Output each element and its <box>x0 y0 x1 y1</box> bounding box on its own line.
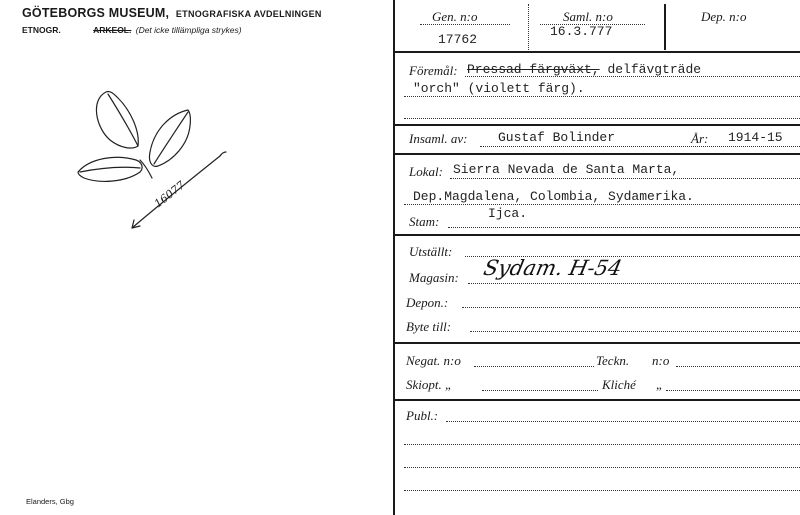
divider-negat <box>394 399 800 401</box>
department-name: ETNOGRAFISKA AVDELNINGEN <box>175 9 322 19</box>
foremal-dots-2 <box>404 96 800 97</box>
publ-label: Publ.: <box>406 408 439 423</box>
foremal-label: Föremål: <box>409 63 458 78</box>
negat-label: Negat. n:o <box>406 353 461 368</box>
foremal-rest: delfävgträde <box>607 62 702 77</box>
lokal-label: Lokal: <box>409 164 443 179</box>
leaf-sketch <box>70 80 240 240</box>
lokal-dots-1 <box>450 178 800 179</box>
divider-header <box>394 51 800 53</box>
publ-dots-2 <box>404 444 800 445</box>
teckn-no-label: n:o <box>652 353 670 368</box>
museum-name: GÖTEBORGS MUSEUM, <box>22 6 170 20</box>
gen-label: Gen. n:o <box>432 9 478 24</box>
magasin-dots <box>468 283 800 284</box>
header-divider-1 <box>528 4 530 50</box>
publ-dots-3 <box>404 467 800 468</box>
stam-dots <box>448 227 800 228</box>
dep-label: Dep. n:o <box>701 9 747 24</box>
magasin-value: Sydam. H-54 <box>481 256 625 280</box>
lokal-dots-2 <box>404 204 800 205</box>
category-etnogr: ETNOGR. <box>22 25 61 35</box>
header-divider-2 <box>664 4 666 50</box>
byte-label: Byte till: <box>406 319 452 334</box>
divider-foremal <box>394 124 800 126</box>
leaf-lower <box>78 157 142 181</box>
divider-depon <box>394 342 800 344</box>
foremal-line2: "orch" (violett färg). <box>413 81 585 96</box>
magasin-label: Magasin: <box>409 270 459 285</box>
saml-label: Saml. n:o <box>563 9 613 24</box>
gen-value: 17762 <box>438 32 478 47</box>
publ-dots-4 <box>404 490 800 491</box>
kliche-ditto: „ <box>656 377 664 392</box>
header-category-line <box>22 25 242 35</box>
depon-dots <box>462 307 800 308</box>
category-arkeol: ARKEOL. <box>93 25 132 35</box>
printer-credit: Elanders, Gbg <box>26 497 74 506</box>
gen-dots <box>420 24 510 25</box>
depon-label: Depon.: <box>406 295 449 310</box>
foremal-dots-1 <box>465 76 800 77</box>
teckn-dots <box>676 366 800 367</box>
ar-label: År: <box>691 131 709 146</box>
lokal-line2: Dep.Magdalena, Colombia, Sydamerika. <box>413 189 694 204</box>
ar-value: 1914-15 <box>728 130 783 145</box>
skiopt-dots <box>482 390 598 391</box>
saml-dots <box>540 24 645 25</box>
insaml-dots <box>480 146 800 147</box>
foremal-dots-3 <box>404 118 800 119</box>
skiopt-label: Skiopt. „ <box>406 377 453 392</box>
divider-lokal <box>394 234 800 236</box>
lokal-line1: Sierra Nevada de Santa Marta, <box>453 162 680 177</box>
leaf-left <box>96 91 138 148</box>
stam-label: Stam: <box>409 214 440 229</box>
negat-dots <box>474 366 594 367</box>
sketch-number: 16077 <box>151 178 188 211</box>
kliche-label: Kliché <box>602 377 636 392</box>
foremal-struck: Pressad färgväxt, <box>467 62 600 77</box>
divider-insaml <box>394 153 800 155</box>
insaml-value: Gustaf Bolinder <box>498 130 616 145</box>
stam-value: Ijca. <box>488 206 528 221</box>
insaml-label: Insaml. av: <box>409 131 468 146</box>
strike-note: (Det icke tillämpliga strykes) <box>135 25 242 35</box>
museum-header <box>22 6 322 20</box>
card-left-border <box>393 0 395 515</box>
utstallt-label: Utställt: <box>409 244 453 259</box>
teckn-label: Teckn. <box>596 353 630 368</box>
publ-dots-1 <box>446 421 800 422</box>
saml-value: 16.3.777 <box>550 24 613 39</box>
byte-dots <box>470 331 800 332</box>
kliche-dots <box>666 390 800 391</box>
foremal-line1 <box>467 62 701 77</box>
